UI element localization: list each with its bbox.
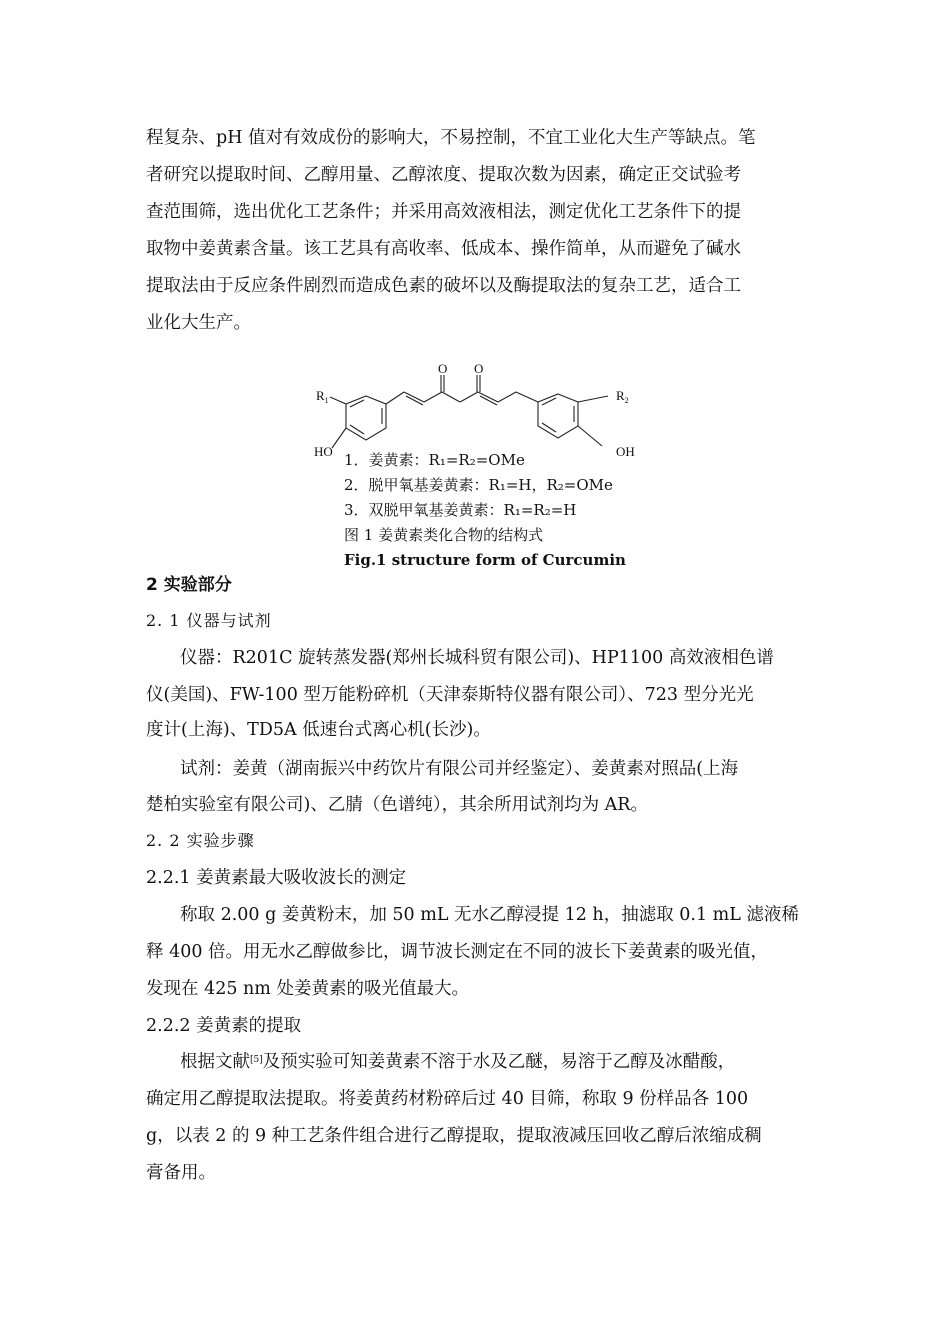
paragraph-line: 业化大生产。 (146, 313, 251, 333)
paragraph-line: 确定用乙醇提取法提取。将姜黄药材粉碎后过 40 目筛，称取 9 份样品各 100 (146, 1089, 749, 1109)
paragraph-line: 楚柏实验室有限公司)、乙腈（色谱纯），其余所用试剂均为 AR。 (146, 795, 648, 815)
paragraph-line: 者研究以提取时间、乙醇用量、乙醇浓度、提取次数为因素，确定正交试验考 (146, 165, 741, 185)
figure-item: 2．脱甲氧基姜黄素：R₁=H，R₂=OMe (344, 476, 613, 494)
paragraph-line: 查范围筛，选出优化工艺条件；并采用高效液相法，测定优化工艺条件下的提 (146, 202, 741, 222)
paragraph-line: 发现在 425 nm 处姜黄素的吸光值最大。 (146, 979, 469, 999)
paragraph-line: 取物中姜黄素含量。该工艺具有高收率、低成本、操作简单，从而避免了碱水 (146, 239, 741, 259)
figure-item: 1．姜黄素：R₁=R₂=OMe (344, 451, 525, 469)
paragraph-line: 仪(美国)、FW-100 型万能粉碎机（天津泰斯特仪器有限公司）、723 型分光光 (146, 685, 754, 705)
paragraph-line: 仪器：R201C 旋转蒸发器(郑州长城科贸有限公司)、HP1100 高效液相色谱 (180, 648, 774, 668)
paragraph-line (180, 1050, 735, 1074)
text-span: 根据文献 (180, 1052, 250, 1072)
section-heading: 2 实验部分 (146, 575, 232, 595)
figure-caption-cn: 图 1 姜黄素类化合物的结构式 (344, 526, 544, 544)
subsection-heading: 2. 1 仪器与试剂 (146, 611, 272, 630)
text-span: 及预实验可知姜黄素不溶于水及乙醚，易溶于乙醇及冰醋酸， (262, 1052, 736, 1072)
paragraph-line: 膏备用。 (146, 1163, 216, 1183)
paragraph-line: g，以表 2 的 9 种工艺条件组合进行乙醇提取，提取液减压回收乙醇后浓缩成稠 (146, 1126, 762, 1146)
carbonyl-o-label: O (438, 362, 448, 376)
paragraph-line: 释 400 倍。用无水乙醇做参比，调节波长测定在不同的波长下姜黄素的吸光值， (146, 942, 769, 962)
subsubsection-heading: 2.2.1 姜黄素最大吸收波长的测定 (146, 868, 407, 888)
paragraph-line: 试剂：姜黄（湖南振兴中药饮片有限公司并经鉴定）、姜黄素对照品(上海 (180, 759, 739, 779)
citation-ref: [5] (250, 1055, 263, 1065)
subsection-heading: 2. 2 实验步骤 (146, 831, 255, 850)
subsubsection-heading: 2.2.2 姜黄素的提取 (146, 1016, 302, 1036)
paragraph-line: 提取法由于反应条件剧烈而造成色素的破坏以及酶提取法的复杂工艺，适合工 (146, 276, 741, 296)
carbonyl-o-label: O (474, 362, 484, 376)
ho-label: HO (314, 444, 333, 459)
paragraph-line: 称取 2.00 g 姜黄粉末，加 50 mL 无水乙醇浸提 12 h，抽滤取 0.1 mL 滤液稀 (180, 905, 799, 925)
r2-label: $R_2$ (616, 388, 629, 405)
figure-item: 3．双脱甲氧基姜黄素：R₁=R₂=H (344, 501, 577, 519)
paragraph-line: 程复杂、pH 值对有效成份的影响大，不易控制，不宜工业化大生产等缺点。笔 (146, 128, 756, 148)
figure-caption-en: Fig.1 structure form of Curcumin (344, 551, 626, 569)
paragraph-line: 度计(上海)、TD5A 低速台式离心机(长沙)。 (146, 720, 491, 740)
r1-label: $R_1$ (316, 388, 329, 405)
oh-label: OH (616, 444, 635, 459)
